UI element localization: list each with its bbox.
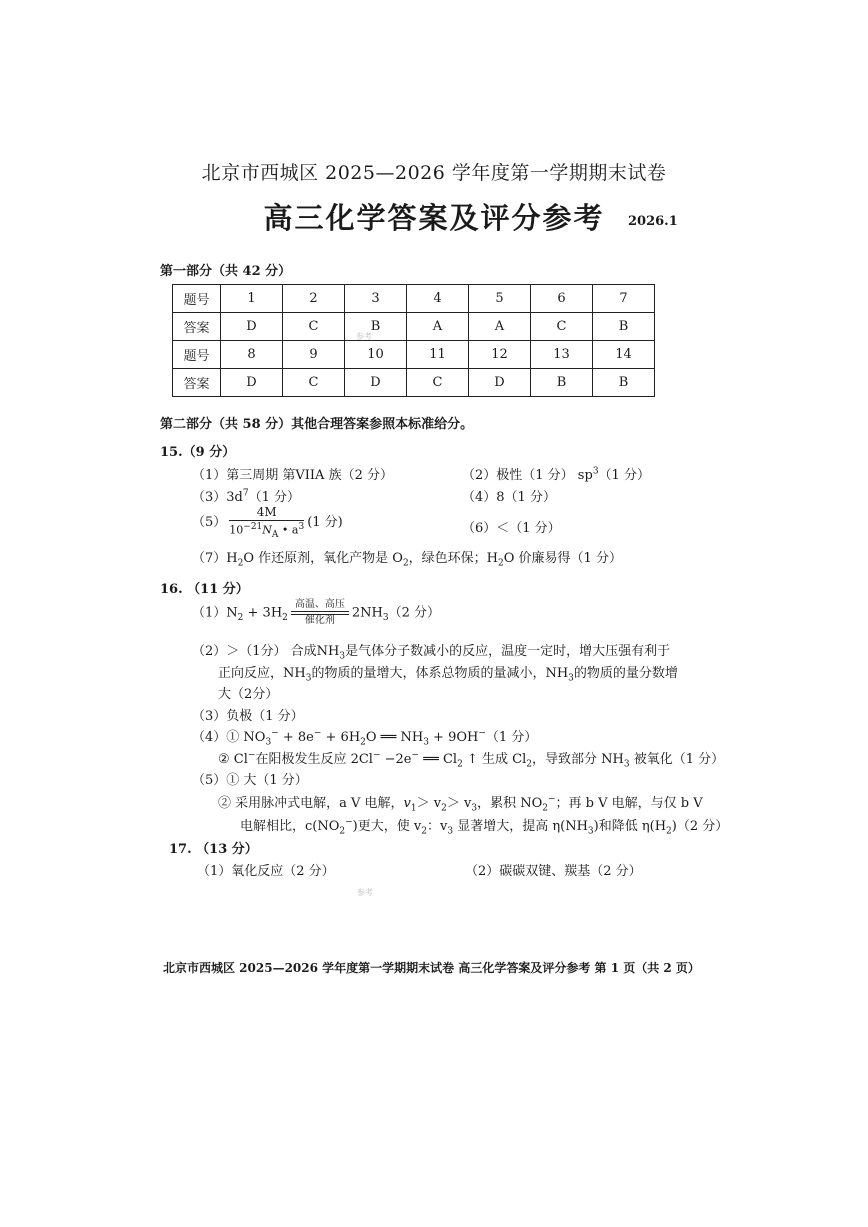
answer-cell: B <box>593 313 655 341</box>
question-number: 3 <box>345 285 407 313</box>
answer-cell: B <box>345 313 407 341</box>
row-label: 题号 <box>173 285 221 313</box>
row-label: 答案 <box>173 313 221 341</box>
question-number: 7 <box>593 285 655 313</box>
q15-title: 15.（9 分） <box>160 445 236 460</box>
question-number: 8 <box>221 341 283 369</box>
question-number: 14 <box>593 341 655 369</box>
watermark: 参考 <box>357 888 373 897</box>
question-number: 11 <box>407 341 469 369</box>
q16-answer-1: $(1)N_2 + 3H_2$ 高温、高压 催化剂 $2NH_3(2$ 分） <box>192 599 441 626</box>
q15-answer-6: （6）＜（1 分） <box>462 521 561 536</box>
row-label: 答案 <box>173 369 221 397</box>
table-row <box>173 341 655 369</box>
question-number: 4 <box>407 285 469 313</box>
density-fraction: $\frac{4M}{10^{-21}N_A • a^3}$ <box>229 505 305 540</box>
question-number: 10 <box>345 341 407 369</box>
question-number: 5 <box>469 285 531 313</box>
exam-title: 北京市西城区 2025—2026 学年度第一学期期末试卷 <box>201 162 667 184</box>
answer-cell: D <box>221 313 283 341</box>
q17-title: 17. （13 分） <box>169 842 258 857</box>
answer-cell: C <box>531 313 593 341</box>
q17-answer-2: （2）碳碳双键、羰基（2 分） <box>465 864 642 879</box>
q15-answer-2: （2）极性（1 分） $sp^3(1$ 分） <box>462 466 650 483</box>
part2-heading: 第二部分（共 58 分）其他合理答案参照本标准给分。 <box>160 417 474 432</box>
row-label: 题号 <box>173 341 221 369</box>
answer-cell: D <box>221 369 283 397</box>
answer-cell: C <box>283 369 345 397</box>
q16-answer-4-2: ② Cl−在阳极发生反应 2Cl− −2e− ══ $Cl_2$ ↑ 生成 $Cl_2$，导致部分 $NH_3$ 被氧化（1 分） <box>218 750 725 770</box>
q16-answer-2-line3: 大（2分） <box>218 687 279 702</box>
answer-table <box>172 284 655 397</box>
q16-answer-5-1: （5）① 大（1 分） <box>192 773 308 788</box>
question-number: 6 <box>531 285 593 313</box>
q15-answer-7: $(7)H_2O$ 作还原剂，氧化产物是 $O_2$，绿色环保；$H_2O$ 价廉易得（1 分） <box>192 551 622 569</box>
question-number: 1 <box>221 285 283 313</box>
answer-cell: B <box>593 369 655 397</box>
table-row <box>173 369 655 397</box>
q16-answer-2-line1: （2）＞（1分） 合成$NH_3$是气体分子数减小的反应，温度一定时，增大压强有利于 <box>192 644 671 662</box>
q15-answer-5: （5） $\frac{4M}{10^{-21}N_A • a^3}$ (1 分) <box>192 505 343 540</box>
q15-answer-3: $(3)3d^7(1$ 分） <box>192 488 301 505</box>
answer-cell: A <box>407 313 469 341</box>
q16-answer-5-2-line1: ② 采用脉冲式电解，a V 电解，$v_1> v_2> v_3$，累积 $NO_2^-$；再 b V 电解，与仅 b V <box>218 794 703 814</box>
q16-answer-3: （3）负极（1 分） <box>192 709 304 724</box>
watermark: 参考 <box>356 332 372 341</box>
page-footer: 北京市西城区 2025—2026 学年度第一学期期末试卷 高三化学答案及评分参考 第 1 页（共 2 页） <box>163 961 700 975</box>
q16-title: 16. （11 分） <box>160 582 249 597</box>
question-number: 2 <box>283 285 345 313</box>
q15-answer-4: （4）8（1 分） <box>462 490 556 505</box>
question-number: 9 <box>283 341 345 369</box>
equilibrium-arrow: 高温、高压 催化剂 <box>291 599 349 627</box>
q16-answer-2-line2: 正向反应，$NH_3$的物质的量增大，体系总物质的量减小，$NH_3$的物质的量分数增 <box>218 666 678 684</box>
question-number: 13 <box>531 341 593 369</box>
q15-answer-1: （1）第三周期 第VIIA 族（2 分） <box>192 468 393 483</box>
table-row <box>173 285 655 313</box>
table-row <box>173 313 655 341</box>
part1-heading: 第一部分（共 42 分） <box>160 264 292 279</box>
answer-cell: B <box>531 369 593 397</box>
answer-key-title: 高三化学答案及评分参考 <box>263 201 605 235</box>
exam-date: 2026.1 <box>628 214 678 229</box>
question-number: 12 <box>469 341 531 369</box>
q16-answer-4-1: （4）① $NO_3^- + 8e^- + 6H_2O$ ══ $NH_3 + 9OH^-(1$ 分） <box>192 728 538 748</box>
q17-answer-1: （1）氧化反应（2 分） <box>197 864 335 879</box>
answer-cell: D <box>345 369 407 397</box>
answer-cell: C <box>283 313 345 341</box>
answer-cell: C <box>407 369 469 397</box>
answer-cell: A <box>469 313 531 341</box>
answer-cell: D <box>469 369 531 397</box>
q16-answer-5-2-line2: 电解相比，$c(NO_2^-)$更大，使 $v_2$：$v_3$ 显著增大，提高 $\eta(NH_3)$和降低 $\eta(H_2)(2$ 分） <box>240 817 729 837</box>
